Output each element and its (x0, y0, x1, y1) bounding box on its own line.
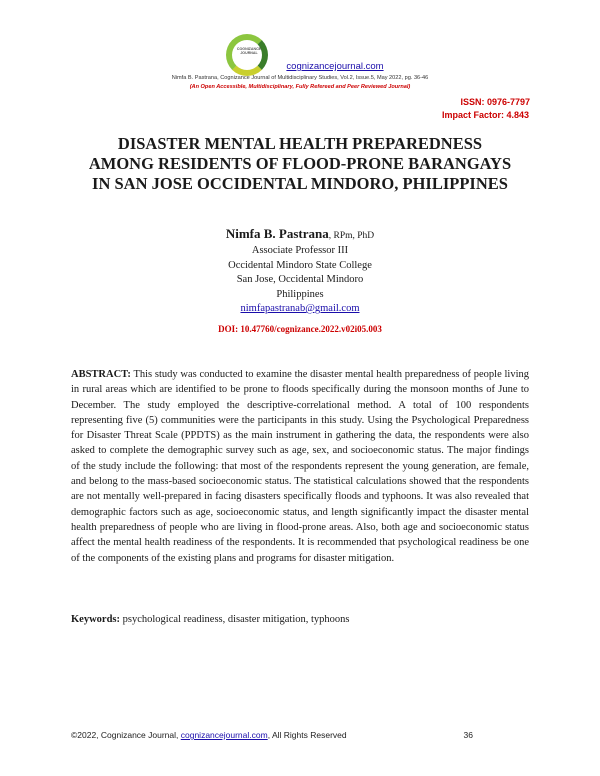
open-access-line: (An Open Accessible, Multidisciplinary, Fully Refereed and Peer Reviewed Journal) (189, 84, 411, 90)
doi: DOI: 10.47760/cognizance.2022.v02i05.003 (218, 323, 382, 334)
footer-suffix: , All Rights Reserved (267, 730, 347, 740)
author-name: Nimfa B. Pastrana (225, 226, 329, 241)
keywords-text: psychological readiness, disaster mitigation, typhoons (120, 614, 350, 625)
logo-text: COGNIZANCE JOURNAL (236, 47, 262, 56)
keywords-label: Keywords: (71, 614, 120, 625)
keywords (71, 612, 529, 627)
author-institution: Occidental Mindoro State College (228, 259, 372, 271)
impact-factor: Impact Factor: 4.843 (441, 110, 529, 120)
footer-prefix: ©2022, Cognizance Journal, (71, 730, 181, 740)
abstract (71, 367, 529, 566)
author-block (0, 226, 600, 336)
title-line-2: AMONG RESIDENTS OF FLOOD-PRONE BARANGAYS (88, 154, 512, 173)
journal-site-link[interactable]: cognizancejournal.com (286, 61, 384, 72)
paper-title (40, 134, 560, 194)
author-credentials: , RPm, PhD (328, 231, 375, 241)
author-country: Philippines (276, 288, 324, 300)
title-line-1: DISASTER MENTAL HEALTH PREPAREDNESS (117, 134, 483, 153)
abstract-text: This study was conducted to examine the disaster mental health preparedness of people living in rural areas which are identified to be prone to floods specifically during the monsoon months of June to December. The study employed the descriptive-correlational method. A total of 100 respondents representing five (5) communities were the participants in this study. Using the Psychological Preparedness for Disaster Threat Scale (PPDTS) as the main instrument in gathering the data, the respondents were also asked to complete the demographic survey such as age, sex, and socioeconomic status. The major findings of the study include the following: that most of the respondents represent the young generation, are female, and belong to the mass-based socioeconomic status. The statistical calculations showed that the respondents are not mentally well-prepared in facing disasters specifically floods and typhoons. It was also revealed that demographic factors such as age, socioeconomic status, and length significantly impact the disaster mental health preparedness of people who are living in flood-prone areas. Also, both age and socioeconomic status affect the mental health readiness of the respondents. It is recommended that psychological readiness be one of the components of the existing plans and programs for disaster mitigation. (71, 369, 529, 564)
footer-site-link[interactable]: cognizancejournal.com (180, 730, 268, 740)
footer-copyright (71, 730, 347, 740)
citation-line: Nimfa B. Pastrana, Cognizance Journal of Multidisciplinary Studies, Vol.2, Issue.5, May 2022, pg. 36-46 (171, 75, 429, 81)
title-line-3: IN SAN JOSE OCCIDENTAL MINDORO, PHILIPPINES (92, 174, 508, 193)
author-name-line (0, 226, 600, 244)
author-position: Associate Professor III (251, 245, 349, 256)
abstract-label: ABSTRACT: (71, 369, 131, 380)
issn: ISSN: 0976-7797 (460, 97, 530, 107)
author-city: San Jose, Occidental Mindoro (236, 274, 364, 285)
author-email-link[interactable]: nimfapastranab@gmail.com (240, 303, 360, 314)
page-number: 36 (463, 730, 473, 740)
